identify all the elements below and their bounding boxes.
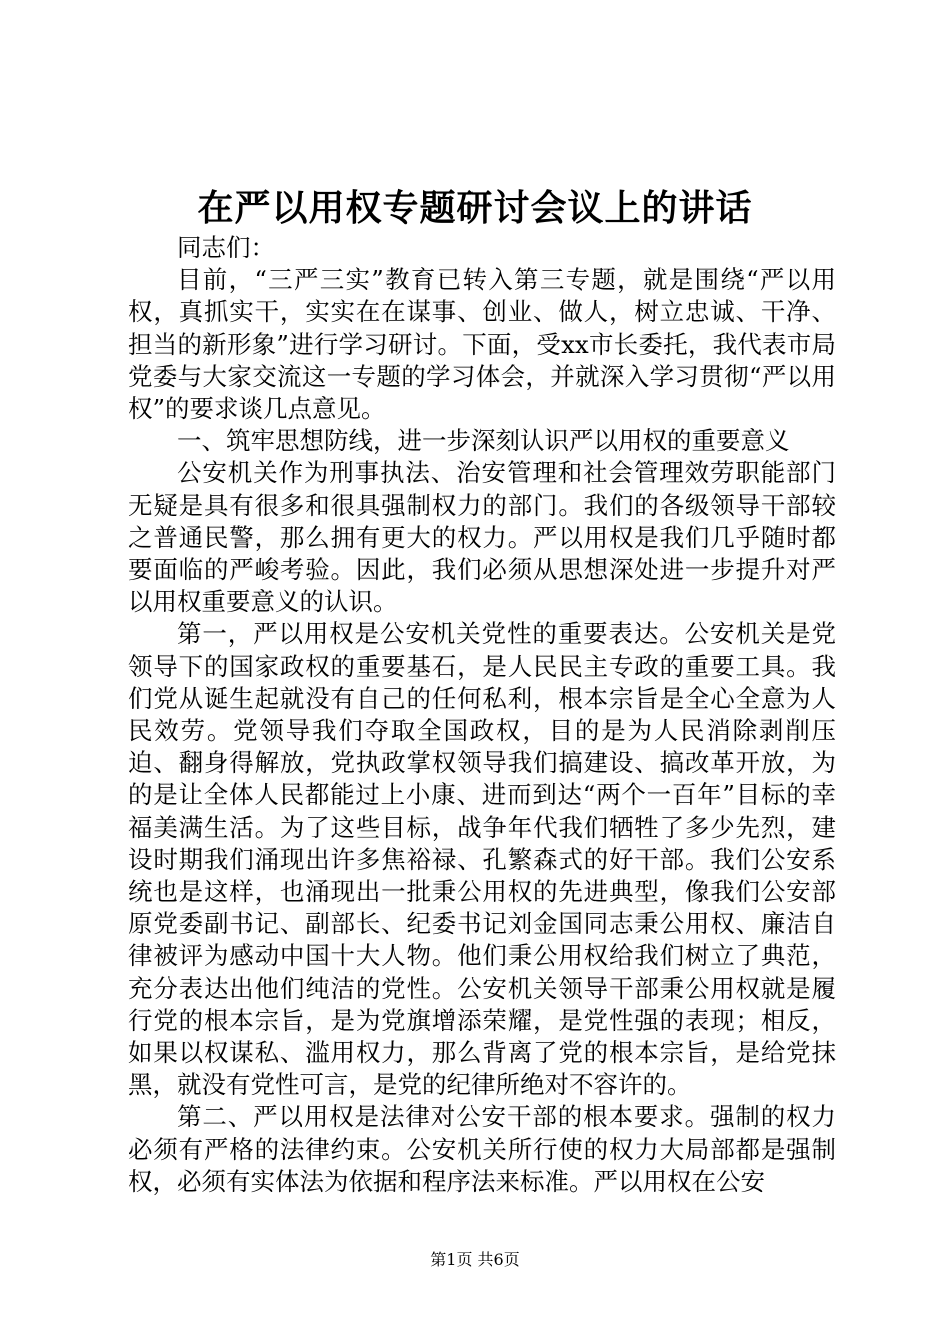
paragraph-point-1: 第一，严以用权是公安机关党性的重要表达。公安机关是党领导下的国家政权的重要基石，是人民民主专政的重要工具。我们党从诞生起就没有自己的任何私利，根本宗旨是全心全意为人民效劳。党领导我们夺取全国政权，目的是为人民消除剥削压迫、翻身得解放，党执政掌权领导我们搞建设、搞改革开放，为的是让全体人民都能过上小康、进而到达“两个一百年”目标的幸福美满生活。为了这些目标，战争年代我们牺牲了多少先烈，建设时期我们涌现出许多焦裕禄、孔繁森式的好干部。我们公安系统也是这样，也涌现出一批秉公用权的先进典型，像我们公安部原党委副书记、副部长、纪委书记刘金国同志秉公用权、廉洁自律被评为感动中国十大人物。他们秉公用权给我们树立了典范，充分表达出他们纯洁的党性。公安机关领导干部秉公用权就是履行党的根本宗旨，是为党旗增添荣耀，是党性强的表现；相反，如果以权谋私、滥用权力，那么背离了党的根本宗旨，是给党抹黑，就没有党性可言，是党的纪律所绝对不容许的。 <box>128 619 836 1100</box>
paragraph-point-2: 第二、严以用权是法律对公安干部的根本要求。强制的权力必须有严格的法律约束。公安机关所行使的权力大局部都是强制权，必须有实体法为依据和程序法来标准。严以用权在公安 <box>128 1102 836 1196</box>
page-footer: 第1页 共6页 <box>430 1250 520 1269</box>
document-body <box>128 232 836 1198</box>
paragraph-intro: 目前，“三严三实”教育已转入第三专题，就是围绕“严以用权，真抓实干，实实在在谋事、创业、做人，树立忠诚、干净、担当的新形象”进行学习研讨。下面，受xx市长委托，我代表市局党委与大家交流这一专题的学习体会，并就深入学习贯彻“严以用权”的要求谈几点意见。 <box>128 265 836 424</box>
paragraph-salutation: 同志们： <box>177 233 275 262</box>
paragraph-public-security: 公安机关作为刑事执法、治安管理和社会管理效劳职能部门无疑是具有很多和很具强制权力的部门。我们的各级领导干部较之普通民警，那么拥有更大的权力。严以用权是我们几乎随时都要面临的严峻考验。因此，我们必须从思想深处进一步提升对严以用权重要意义的认识。 <box>128 458 836 617</box>
section-heading-1: 一、筑牢思想防线，进一步深刻认识严以用权的重要意义 <box>177 426 790 456</box>
document-title: 在严以用权专题研讨会议上的讲话 <box>197 187 753 229</box>
